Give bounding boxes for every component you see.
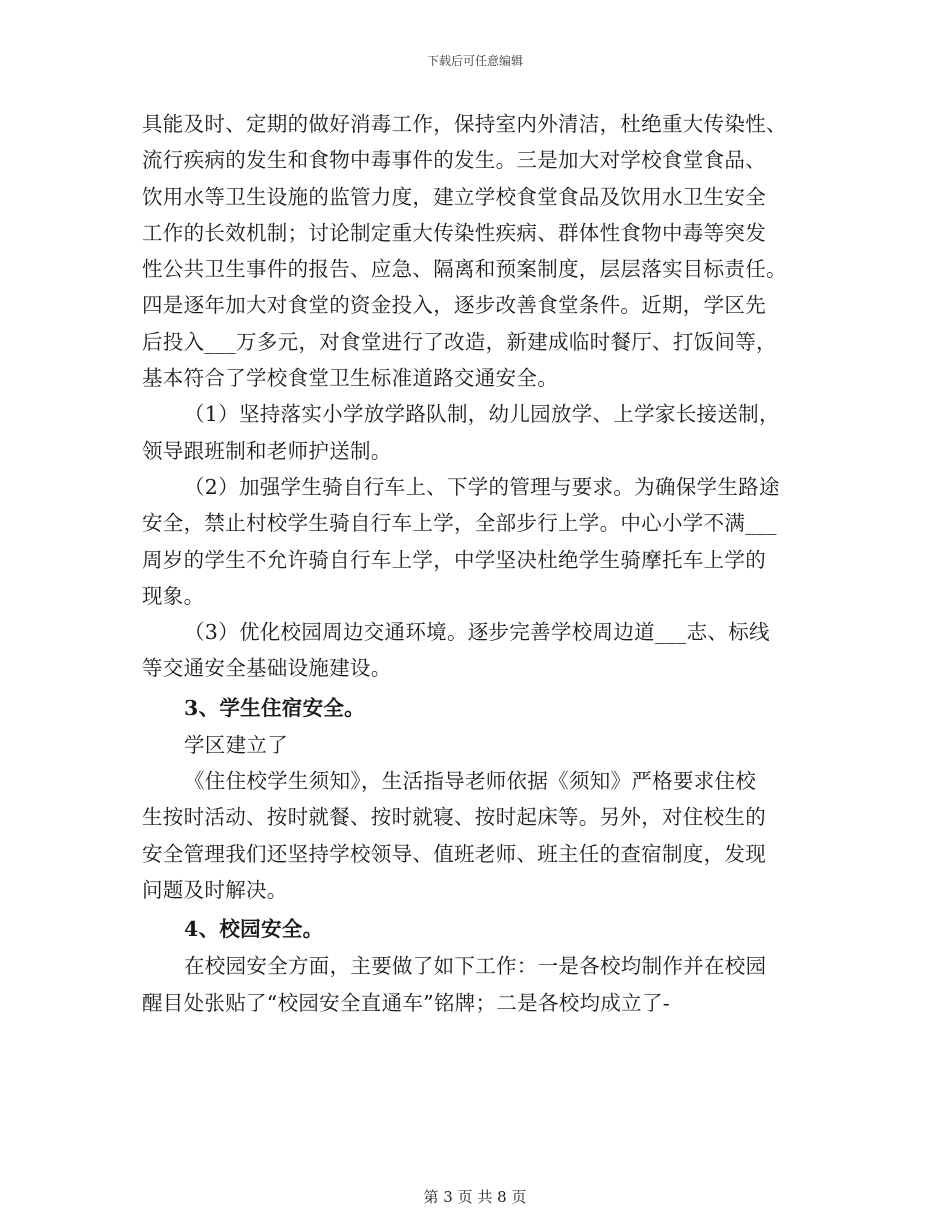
paragraph-line: 《住住校学生须知》，生活指导老师依据《须知》严格要求住校 <box>184 769 757 794</box>
paragraph-line: 后投入___万多元，对食堂进行了改造，新建成临时餐厅、打饭间等， <box>142 329 777 354</box>
paragraph-line: 工作的长效机制；讨论制定重大传染性疾病、群体性食物中毒等突发 <box>142 220 766 245</box>
paragraph-line: 四是逐年加大对食堂的资金投入，逐步改善食堂条件。近期，学区先 <box>142 293 766 318</box>
paragraph-line: 安全管理我们还坚持学校领导、值班老师、班主任的查宿制度，发现 <box>142 841 766 866</box>
page-footer: 第 3 页 共 8 页 <box>423 1188 527 1206</box>
paragraph-line: 性公共卫生事件的报告、应急、隔离和预案制度，层层落实目标责任。 <box>142 257 787 282</box>
paragraph-line: 领导跟班制和老师护送制。 <box>142 438 392 463</box>
section-heading-campus: 4、校园安全。 <box>184 917 324 942</box>
section-heading-dormitory: 3、学生住宿安全。 <box>184 695 365 720</box>
paragraph-line: 基本符合了学校食堂卫生标准道路交通安全。 <box>142 366 558 391</box>
paragraph-line: 周岁的学生不允许骑自行车上学，中学坚决杜绝学生骑摩托车上学的 <box>142 547 766 572</box>
paragraph-line: 饮用水等卫生设施的监管力度，建立学校食堂食品及饮用水卫生安全 <box>142 184 766 209</box>
paragraph-line: 醒目处张贴了“校园安全直通车”铭牌；二是各校均成立了- <box>142 990 670 1015</box>
paragraph-line: 学区建立了 <box>184 732 288 757</box>
paragraph-line: 等交通安全基础设施建设。 <box>142 656 392 681</box>
list-item-2: （2）加强学生骑自行车上、下学的管理与要求。为确保学生路途 <box>184 474 780 499</box>
document-body <box>142 106 812 1021</box>
list-item-1: （1）坚持落实小学放学路队制，幼儿园放学、上学家长接送制， <box>184 402 780 427</box>
page-header: 下载后可任意编辑 <box>426 54 523 68</box>
paragraph-line: 流行疾病的发生和食物中毒事件的发生。三是加大对学校食堂食品、 <box>142 148 766 173</box>
paragraph-line: 具能及时、定期的做好消毒工作，保持室内外清洁，杜绝重大传染性、 <box>142 112 787 136</box>
paragraph-line: 安全，禁止村校学生骑自行车上学，全部步行上学。中心小学不满___ <box>142 511 777 536</box>
paragraph-line: 现象。 <box>142 583 205 608</box>
paragraph-line: 在校园安全方面，主要做了如下工作：一是各校均制作并在校园 <box>184 954 767 979</box>
list-item-3: （3）优化校园周边交通环境。逐步完善学校周边道___志、标线 <box>184 620 770 645</box>
paragraph-line: 问题及时解决。 <box>142 877 288 902</box>
paragraph-line: 生按时活动、按时就餐、按时就寝、按时起床等。另外，对住校生的 <box>142 805 766 830</box>
